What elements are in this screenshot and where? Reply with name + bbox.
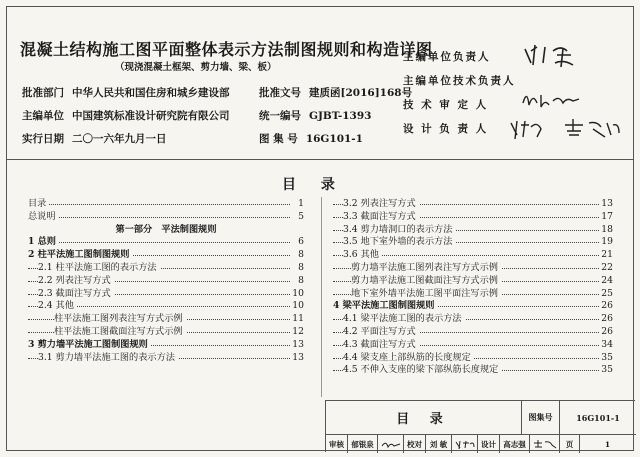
toc-entry-page: 26 [601,313,613,325]
atlas-no-value: 16G101-1 [305,133,363,145]
toc-heading: 目 录 [282,177,345,193]
toc-entry-page: 13 [292,351,304,363]
check-label: 校对 [404,435,426,453]
toc-entry-label: 2.2 列表注写方式 [38,275,114,288]
toc-entry [333,224,613,237]
toc-leader-dots [28,217,290,218]
toc-entry [28,288,304,301]
toc-entry-label: 4.3 截面注写方式 [343,339,419,352]
toc-entry-label: 3.1 剪力墙平法施工图的表示方法 [38,352,178,365]
toc-entry [28,313,304,326]
toc-entry-page: 10 [292,287,304,299]
tech-lead-responsible: 主编单位技术负责人 [403,75,516,87]
approval-doc-label: 批准文号 [259,87,301,99]
toc-entry-label: 4.5 不伸入支座的梁下部纵筋长度规定 [343,364,501,377]
designer-name: 高志强 [500,435,530,453]
toc-entry-label: 4.2 平面注写方式 [343,326,419,339]
toc-entry-label: 第一部分 平法制图规则 [115,223,217,235]
toc-entry [333,198,613,211]
toc-entry-label: 地下室外墙平法施工图平面注写示例 [351,288,501,301]
toc-entry-page: 21 [601,249,613,261]
toc-entry-page: 10 [292,300,304,312]
toc-entry-page: 24 [601,274,613,286]
toc-entry [333,352,613,365]
toc-entry [333,236,613,249]
checker-signature [452,435,478,453]
signoff-row [326,435,635,453]
toc-entry-label: 剪力墙平法施工图列表注写方式示例 [351,262,501,275]
toc-entry [333,339,613,352]
toc-entry [333,313,613,326]
reviewer-signature [378,435,404,453]
toc-entry [28,224,304,237]
toc-entry-page: 8 [292,275,304,288]
toc-entry-page: 13 [292,338,304,350]
atlas-value-cell: 16G101-1 [560,401,636,435]
toc-entry-label: 2.3 截面注写方式 [38,288,114,301]
designer-responsible: 设 计 负 责 人 [403,123,489,135]
checker-name: 刘 敏 [426,435,452,453]
header-divider [7,159,633,160]
approval-document [259,85,412,100]
toc-entry-page: 26 [601,300,613,312]
title-block-name: 目 录 [326,401,522,435]
toc-entry-label: 目录 [28,198,49,211]
atlas-number [259,131,363,146]
unified-no-value: GJBT-1393 [309,110,372,122]
toc-entry [28,249,304,262]
toc-entry [333,211,613,224]
toc-entry-page: 12 [292,325,304,337]
reviewer-responsible: 技 术 审 定 人 [403,99,489,111]
editor-unit [22,108,230,123]
cover-header [7,7,633,159]
designer-signature [530,435,560,453]
toc-entry-page: 17 [601,210,613,222]
toc-entry [28,300,304,313]
toc-entry-label: 3.4 剪力墙洞口的表示方法 [343,224,455,237]
toc-entry-page: 25 [601,287,613,299]
unified-number [259,108,371,123]
toc-entry-page: 35 [601,351,613,363]
toc-entry-page: 22 [601,261,613,273]
toc-entry-label: 剪力墙平法施工图截面注写方式示例 [351,275,501,288]
toc-entry [28,275,304,288]
effective-date [22,131,167,146]
toc-entry [28,352,304,365]
toc-column-divider [321,197,322,397]
toc-entry-label: 柱平法施工图截面注写方式示例 [54,326,186,339]
approval-dept-label: 批准部门 [22,87,64,99]
signature-designers [507,115,627,143]
toc-entry-page: 6 [292,236,304,249]
toc-entry-page: 34 [601,338,613,350]
toc-left-column [28,198,304,364]
toc-entry [28,339,304,352]
design-label: 设计 [478,435,500,453]
toc-entry-label: 3 剪力墙平法施工图制图规则 [28,339,151,352]
review-label: 审核 [326,435,348,453]
page-label: 页 [560,435,580,453]
reviewer-name: 郁银泉 [348,435,378,453]
toc-entry-label: 4.1 梁平法施工图的表示方法 [343,313,465,326]
toc-entry-page: 5 [292,211,304,224]
toc-entry-label: 4.4 梁支座上部纵筋的长度规定 [343,352,474,365]
toc-leader-dots [28,204,290,205]
document-subtitle: （现浇混凝土框架、剪力墙、梁、板） [115,62,277,73]
toc-entry [28,236,304,249]
toc-entry [333,262,613,275]
atlas-no-label: 图 集 号 [259,133,298,145]
signature-tech-lead [519,87,583,111]
toc-entry-label: 1 总则 [28,236,59,249]
approval-dept-value: 中华人民共和国住房和城乡建设部 [72,87,230,99]
toc-entry-label: 2 柱平法施工图制图规则 [28,249,132,262]
toc-entry-page: 11 [292,313,304,325]
editor-unit-value: 中国建筑标准设计研究院有限公司 [72,110,230,122]
effective-date-label: 实行日期 [22,133,64,145]
signature-chief [519,41,579,69]
toc-entry-label: 柱平法施工图列表注写方式示例 [54,313,186,326]
toc-leader-dots [28,242,290,243]
toc-entry-label: 3.3 截面注写方式 [343,211,419,224]
toc-entry-label: 2.4 其他 [38,300,77,313]
effective-date-value: 二〇一六年九月一日 [72,133,167,145]
chief-unit-responsible: 主编单位负责人 [403,51,491,63]
approval-doc-value: 建质函[2016]168号 [309,87,413,99]
title-block [325,400,635,452]
toc-entry [333,326,613,339]
toc-entry [28,326,304,339]
toc-entry-page: 18 [601,223,613,235]
toc-entry-page: 19 [601,236,613,248]
toc-entry-page: 13 [601,198,613,209]
toc-entry-label: 总说明 [28,211,59,224]
toc-entry [333,288,613,301]
toc-entry-label: 3.6 其他 [343,249,382,262]
toc-entry [28,262,304,275]
toc-right-column [333,198,613,377]
editor-unit-label: 主编单位 [22,110,64,122]
toc-entry [28,211,304,224]
toc-entry-label: 3.2 列表注写方式 [343,198,419,211]
toc-entry-label: 4 梁平法施工图制图规则 [333,300,437,313]
document-title: 混凝土结构施工图平面整体表示方法制图规则和构造详图 [20,40,433,59]
toc-entry [333,364,613,377]
toc-entry [333,275,613,288]
toc-entry-label: 3.5 地下室外墙的表示方法 [343,236,455,249]
toc-entry-page: 35 [601,364,613,376]
approval-department [22,85,230,100]
page-value: 1 [604,439,611,449]
atlas-label-cell: 图集号 [522,401,560,435]
toc-entry [333,300,613,313]
toc-entry-page: 1 [292,198,304,211]
toc-entry [333,249,613,262]
toc-entry-page: 8 [292,249,304,262]
toc-entry-page: 26 [601,325,613,337]
unified-no-label: 统一编号 [259,110,301,122]
toc-entry [28,198,304,211]
drawing-sheet [6,6,634,451]
toc-entry-label: 2.1 柱平法施工图的表示方法 [38,262,160,275]
toc-entry-page: 8 [292,262,304,275]
